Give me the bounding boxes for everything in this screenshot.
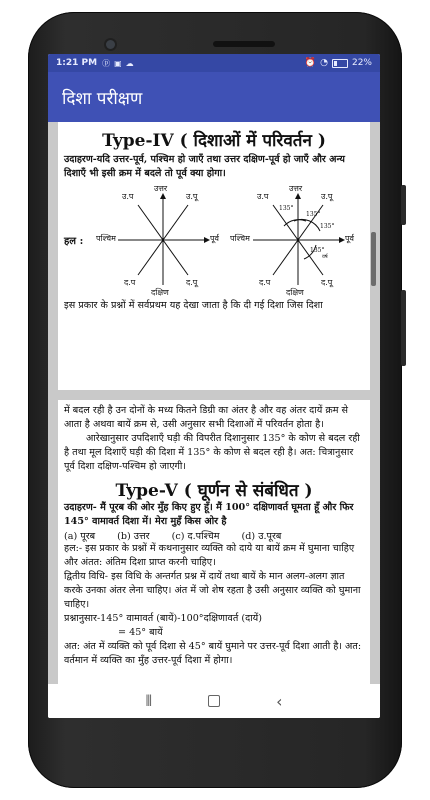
battery-percent: 22% xyxy=(351,58,372,68)
label-northwest-2: उ.प xyxy=(257,192,269,201)
image-icon: ▣ xyxy=(114,58,122,68)
conclusion-text: अत: अंत में व्यक्ति को पूर्व दिशा से 45° बायें घुमाने पर उत्तर-पूर्व दिशा आती है। अत: वर्तमान में व्यक्ति का मुँह उत्तर-पूर्व दिशा में होगा। xyxy=(64,641,362,666)
calculation: प्रश्नानुसार-145° वामावर्त (बायें)-100°दक्षिणावर्त (दायें) xyxy=(64,613,262,624)
section-title: Type-IV ( दिशाओं में परिवर्तन ) xyxy=(102,131,326,151)
scrollbar-thumb[interactable] xyxy=(371,232,376,286)
status-bar xyxy=(48,54,380,72)
solution-label: हल : xyxy=(64,236,84,247)
label-north: उत्तर xyxy=(154,184,168,193)
direction-diagram xyxy=(58,181,370,299)
navigation-bar xyxy=(48,684,380,718)
book-page xyxy=(58,122,370,390)
option-b: (b) उत्तर xyxy=(117,531,150,542)
calculation-result: = 45° बायें xyxy=(118,627,163,638)
back-icon[interactable]: ‹ xyxy=(276,691,283,711)
angle-label: 135° xyxy=(320,223,335,230)
option-a: (a) पूरब xyxy=(64,531,96,542)
content-area[interactable] xyxy=(48,122,380,684)
section-title: Type-V ( घूर्णन से संबंधित ) xyxy=(115,481,313,501)
page-title: दिशा परीक्षण xyxy=(62,88,143,109)
label-south-2: दक्षिण xyxy=(286,288,304,297)
method-text: द्वितीय विधि- इस विधि के अन्तर्गत प्रश्न में दायें तथा बायें के मान अलग-अलग ज्ञात करके उनका अंतर लेना चाहिए। अंत में जो शेष रहता है उसी अनुसार व्यक्ति को घुमाना चाहिए। xyxy=(64,571,361,610)
label-northeast: उ.पू xyxy=(186,192,198,201)
speaker-grille xyxy=(213,41,275,47)
status-time: 1:21 PM xyxy=(56,58,98,68)
wifi-icon: ◔ xyxy=(320,58,328,68)
example-text: उदाहरण-यदि उत्तर-पूर्व, पश्चिम हो जाएँ तथा उत्तर दक्षिण-पूर्व हो जाएँ और अन्य दिशाएँ भी इसी क्रम में बदले तो पूर्व क्या होगा। xyxy=(64,154,345,179)
cloud-icon: ☁ xyxy=(125,58,134,68)
angle-label: 135° xyxy=(306,211,321,218)
home-icon[interactable] xyxy=(208,695,220,707)
option-c: (c) द.पश्चिम xyxy=(171,531,220,542)
example-text: उदाहरण- मैं पूरब की ओर मुँह किए हुए हूँ। मैं 100° दक्षिणावर्त घूमता हूँ और फिर 145° वामावर्त दिशा में। मेरा मुहँ किस ओर है xyxy=(64,502,354,527)
label-northwest: उ.प xyxy=(122,192,134,201)
label-southeast-2: द.पू xyxy=(321,278,333,287)
paragraph: आरेखानुसार उपदिशाएँ घड़ी की विपरीत दिशानुसार 135° के कोण से बदल रही है तथा मूल दिशाएँ घड़ी की दिशा में 135° के कोण से बदल रही है। अत: चित्रानुसार पूर्व दिशा दक्षिण-पश्चिम हो जाएगी। xyxy=(64,433,360,472)
alarm-icon: ⏰ xyxy=(304,58,317,68)
angle-label: 135° xyxy=(279,205,294,212)
camera-icon xyxy=(106,40,115,49)
option-d: (d) उ.पूरब xyxy=(241,531,282,542)
angle-note: वर्ष xyxy=(322,254,328,260)
label-north-2: उत्तर xyxy=(289,184,303,193)
volume-button xyxy=(401,185,406,225)
book-page xyxy=(58,400,370,684)
paragraph: में बदल रही है उन दोनों के मध्य कितने डिग्री का अंतर है और वह अंतर दायें क्रम से आता है अथवा बायें क्रम से, उसी अनुसार सभी दिशाओं में परिवर्तन होता है। xyxy=(64,405,349,430)
label-east-2: पूर्व xyxy=(345,234,354,243)
options-row xyxy=(58,529,370,542)
pinterest-icon: ⓟ xyxy=(102,58,111,68)
screen xyxy=(48,54,380,718)
label-southwest-2: द.प xyxy=(259,278,271,287)
power-button xyxy=(401,290,406,366)
label-southwest: द.प xyxy=(124,278,136,287)
battery-icon xyxy=(332,59,348,68)
app-bar xyxy=(48,72,380,122)
label-southeast: द.पू xyxy=(186,278,198,287)
label-northeast-2: उ.पू xyxy=(321,192,333,201)
label-west-2: पश्चिम xyxy=(230,234,250,243)
label-east: पूर्व xyxy=(210,234,219,243)
label-west: पश्चिम xyxy=(96,234,116,243)
angle-label: 135° xyxy=(310,247,325,254)
paragraph: इस प्रकार के प्रश्नों में सर्वप्रथम यह देखा जाता है कि दी गई दिशा जिस दिशा xyxy=(64,300,323,311)
solution-text: हल:- इस प्रकार के प्रश्नों में कथनानुसार व्यक्ति को दाये या बायें क्रम में घुमाना चाहिए और अंतत: अंतिम दिशा प्राप्त करनी चाहिए। xyxy=(64,543,355,568)
label-south: दक्षिण xyxy=(151,288,169,297)
recents-icon[interactable]: ⦀ xyxy=(145,692,153,710)
